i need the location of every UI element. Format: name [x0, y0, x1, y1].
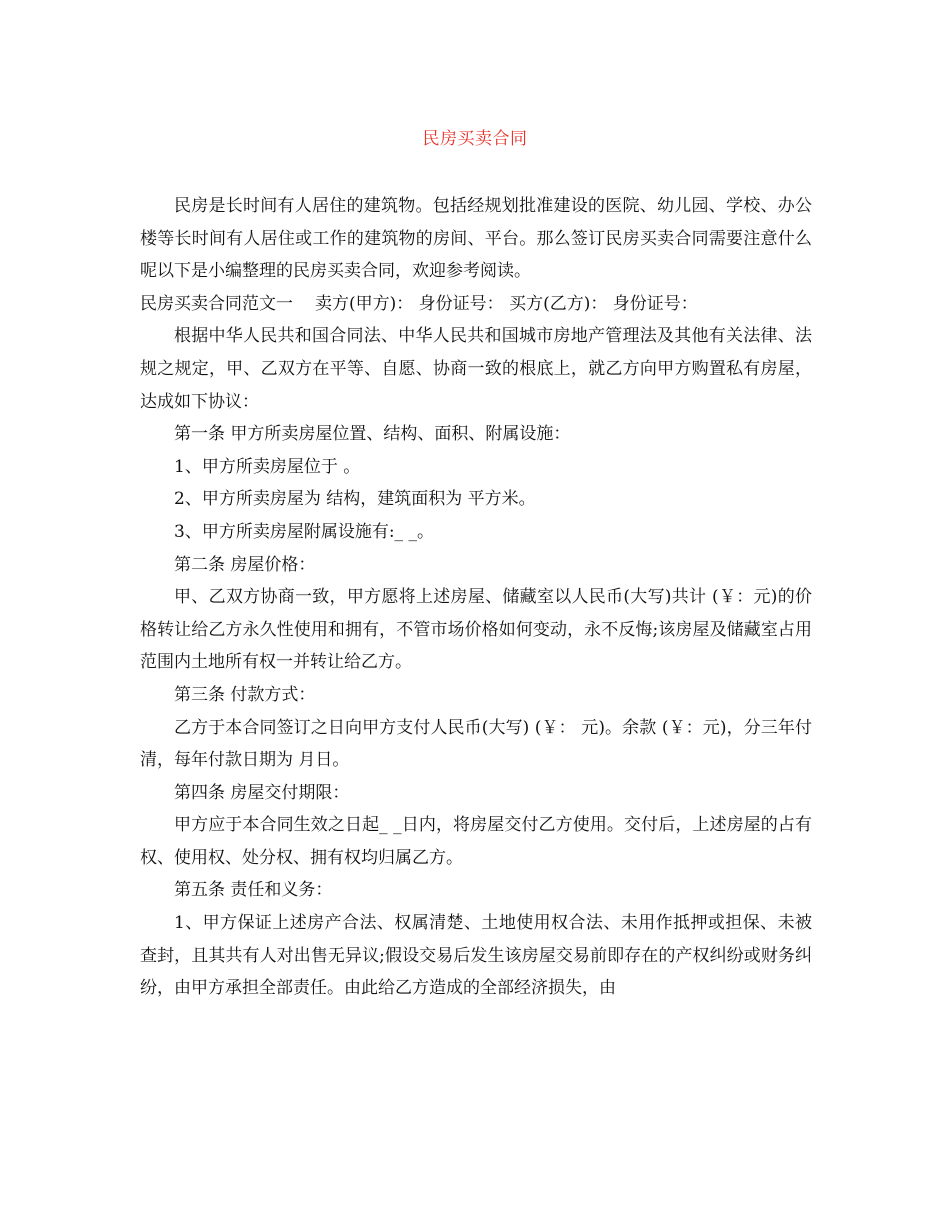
article-2-text: 甲、乙双方协商一致，甲方愿将上述房屋、储藏室以人民币(大写)共计 (￥：元)的价格转让给乙方永久性使用和拥有，不管市场价格如何变动，永不反悔;该房屋及储藏室占用范围内土地所有权一并转让给乙方。 [140, 587, 812, 673]
intro-paragraph: 民房是长时间有人居住的建筑物。包括经规划批准建设的医院、幼儿园、学校、办公楼等长时间有人居住或工作的建筑物的房间、平台。那么签订民房买卖合同需要注意什么呢以下是小编整理的民房买卖合同，欢迎参考阅读。 [140, 196, 812, 282]
article-1-title: 第一条 甲方所卖房屋位置、结构、面积、附属设施： [174, 424, 571, 445]
article-5-item-1: 1、甲方保证上述房产合法、权属清楚、土地使用权合法、未用作抵押或担保、未被查封，且其共有人对出售无异议;假设交易后发生该房屋交易前即存在的产权纠纷或财务纠纷，由甲方承担全部责任。由此给乙方造成的全部经济损失，由 [140, 913, 812, 999]
article-3-text: 乙方于本合同签订之日向甲方支付人民币(大写) (￥： 元)。余款 (￥：元)，分三年付清，每年付款日期为 月日。 [140, 717, 812, 771]
article-5-title: 第五条 责任和义务： [174, 880, 333, 901]
article-1-item-1: 1、甲方所卖房屋位于 。 [174, 456, 361, 477]
article-1-item-2: 2、甲方所卖房屋为 结构，建筑面积为 平方米。 [174, 489, 536, 510]
preamble-paragraph: 根据中华人民共和国合同法、中华人民共和国城市房地产管理法及其他有关法律、法规之规定，甲、乙双方在平等、自愿、协商一致的根底上，就乙方向甲方购置私有房屋，达成如下协议： [140, 326, 812, 412]
article-3-title: 第三条 付款方式： [174, 684, 316, 705]
buyer-label: 买方(乙方)： [509, 293, 608, 314]
seller-label: 卖方(甲方)： [315, 293, 414, 314]
article-4-text: 甲方应于本合同生效之日起_ _日内，将房屋交付乙方使用。交付后，上述房屋的占有权、使用权、处分权、拥有权均归属乙方。 [140, 815, 812, 868]
parties-line [140, 288, 812, 321]
sample-heading: 民房买卖合同范文一 [140, 293, 293, 314]
article-1-item-3: 3、甲方所卖房屋附属设施有:_ _。 [174, 521, 434, 542]
seller-id-label: 身份证号： [418, 293, 504, 314]
buyer-id-label: 身份证号： [612, 293, 698, 314]
document-title: 民房买卖合同 [422, 129, 528, 149]
document-body [140, 190, 812, 1005]
article-4-title: 第四条 房屋交付期限： [174, 782, 350, 803]
article-2-title: 第二条 房屋价格： [174, 554, 316, 575]
